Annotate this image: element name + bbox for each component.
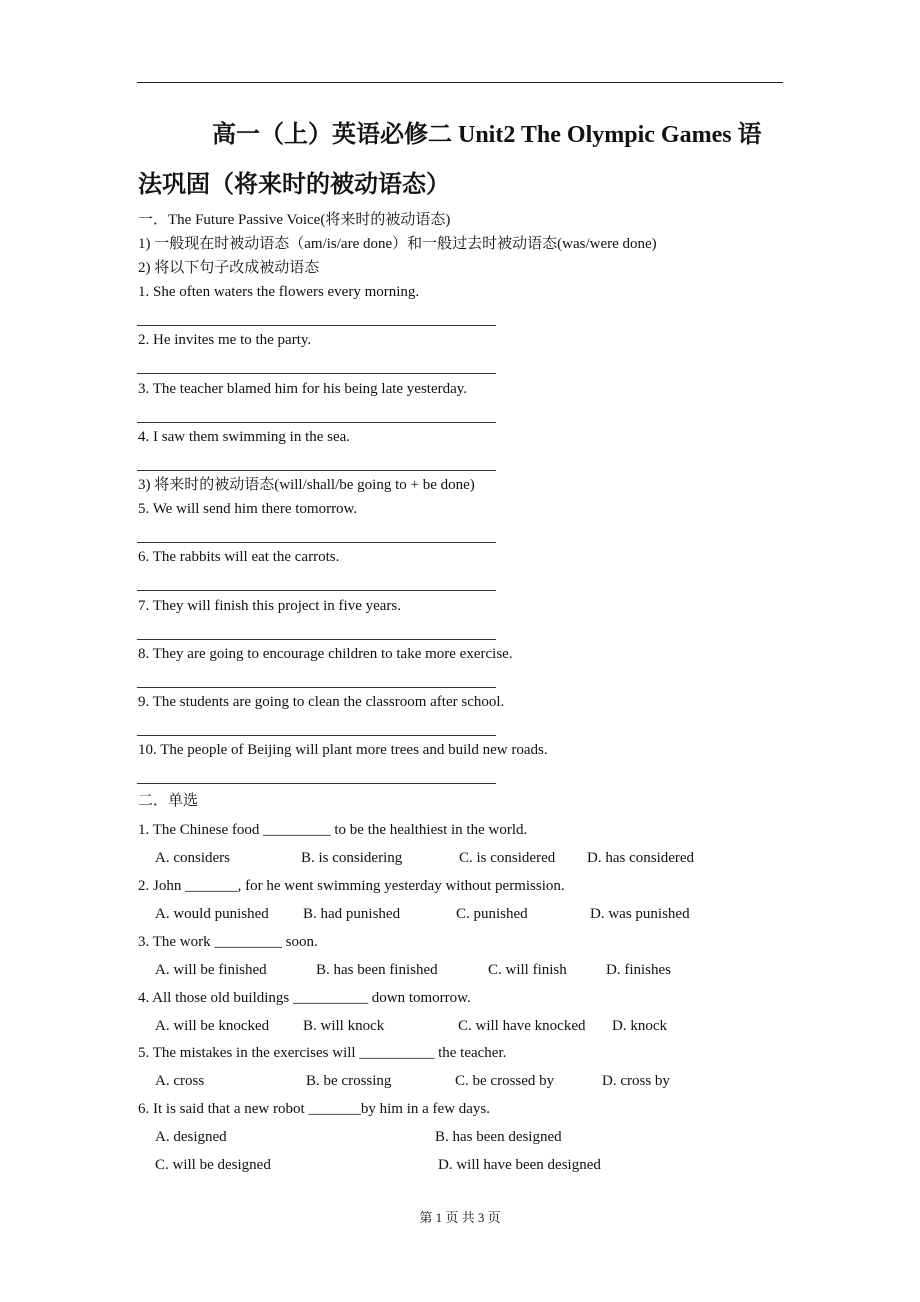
mc-option[interactable]: C. is considered	[459, 850, 556, 866]
mc-option[interactable]: D. cross by	[602, 1073, 670, 1089]
mc-option[interactable]: D. was punished	[590, 906, 690, 922]
section1-heading: 一．The Future Passive Voice(将来时的被动语态)	[138, 212, 451, 228]
mc-question-stem: 1. The Chinese food _________ to be the healthiest in the world.	[138, 822, 528, 838]
mc-option[interactable]: C. be crossed by	[455, 1073, 555, 1089]
rewrite-question: 3. The teacher blamed him for his being late yesterday.	[138, 381, 468, 397]
mc-question-stem: 5. The mistakes in the exercises will __________ the teacher.	[138, 1045, 507, 1061]
mc-option[interactable]: A. designed	[155, 1129, 227, 1145]
mc-option[interactable]: B. has been finished	[316, 962, 438, 978]
rewrite-question: 1. She often waters the flowers every morning.	[138, 284, 420, 300]
answer-line[interactable]	[137, 783, 496, 784]
rewrite-question: 10. The people of Beijing will plant more trees and build new roads.	[138, 742, 548, 758]
header-rule	[137, 82, 783, 83]
rewrite-question: 8. They are going to encourage children to take more exercise.	[138, 646, 513, 662]
rewrite-question: 7. They will finish this project in five years.	[138, 598, 402, 614]
section1-sub2: 2) 将以下句子改成被动语态	[138, 260, 320, 276]
mc-option[interactable]: B. had punished	[303, 906, 401, 922]
rewrite-question: 2. He invites me to the party.	[138, 332, 312, 348]
mc-option[interactable]: A. considers	[155, 850, 230, 866]
mc-option[interactable]: D. has considered	[587, 850, 695, 866]
page-footer: 第 1 页 共 3 页	[419, 1210, 501, 1225]
answer-line[interactable]	[137, 325, 496, 326]
mc-option[interactable]: C. will finish	[488, 962, 567, 978]
title-line-2: 法巩固（将来时的被动语态）	[138, 172, 450, 198]
mc-option[interactable]: B. has been designed	[435, 1129, 562, 1145]
answer-line[interactable]	[137, 470, 496, 471]
mc-question-stem: 2. John _______, for he went swimming yesterday without permission.	[138, 878, 565, 894]
rewrite-question: 5. We will send him there tomorrow.	[138, 501, 358, 517]
answer-line[interactable]	[137, 373, 496, 374]
answer-line[interactable]	[137, 639, 496, 640]
mc-option[interactable]: D. will have been designed	[438, 1157, 601, 1173]
mc-option[interactable]: A. would punished	[155, 906, 269, 922]
section1-sub3: 3) 将来时的被动语态(will/shall/be going to + be done)	[138, 477, 475, 493]
mc-option[interactable]: C. will be designed	[155, 1157, 271, 1173]
mc-question-stem: 3. The work _________ soon.	[138, 934, 318, 950]
mc-option[interactable]: A. cross	[155, 1073, 205, 1089]
rewrite-question: 9. The students are going to clean the classroom after school.	[138, 694, 505, 710]
answer-line[interactable]	[137, 687, 496, 688]
mc-option[interactable]: D. finishes	[606, 962, 671, 978]
mc-question-stem: 4. All those old buildings __________ down tomorrow.	[138, 990, 471, 1006]
mc-question-stem: 6. It is said that a new robot _______by him in a few days.	[138, 1101, 491, 1117]
mc-option[interactable]: D. knock	[612, 1018, 667, 1034]
answer-line[interactable]	[137, 542, 496, 543]
mc-option[interactable]: B. is considering	[301, 850, 403, 866]
title-line-1: 高一（上）英语必修二 Unit2 The Olympic Games 语	[212, 122, 762, 148]
mc-option[interactable]: C. punished	[456, 906, 528, 922]
section2-heading: 二．单选	[138, 793, 199, 809]
answer-line[interactable]	[137, 590, 496, 591]
rewrite-question: 6. The rabbits will eat the carrots.	[138, 549, 340, 565]
mc-option[interactable]: B. be crossing	[306, 1073, 392, 1089]
mc-option[interactable]: A. will be knocked	[155, 1018, 270, 1034]
mc-option[interactable]: C. will have knocked	[458, 1018, 586, 1034]
mc-option[interactable]: A. will be finished	[155, 962, 267, 978]
section1-sub1: 1) 一般现在时被动语态（am/is/are done）和一般过去时被动语态(was/were done)	[138, 236, 657, 252]
answer-line[interactable]	[137, 422, 496, 423]
rewrite-question: 4. I saw them swimming in the sea.	[138, 429, 351, 445]
mc-option[interactable]: B. will knock	[303, 1018, 385, 1034]
answer-line[interactable]	[137, 735, 496, 736]
